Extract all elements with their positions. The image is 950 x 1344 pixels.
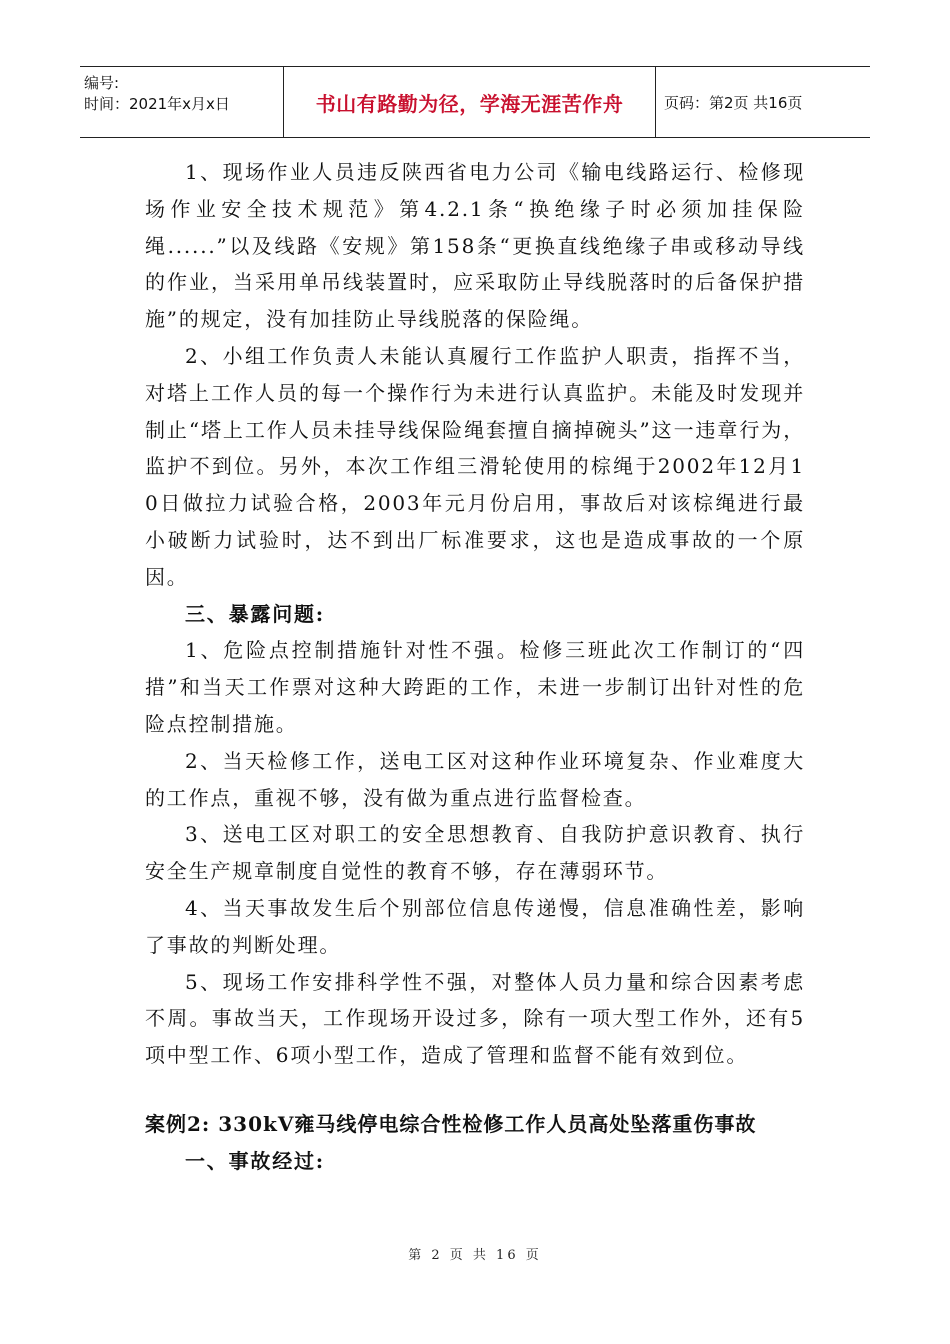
header-meta xyxy=(80,67,284,137)
document-number-label: 编号: xyxy=(84,74,120,92)
paragraph-problem-2: 2、当天检修工作，送电工区对这种作业环境复杂、作业难度大的工作点，重视不够，没有做为重点进行监督检查。 xyxy=(145,748,805,810)
paragraph-cause-1: 1、现场作业人员违反陕西省电力公司《输电线路运行、检修现场作业安全技术规范》第4.2.1条“换绝缘子时必须加挂保险绳......”以及线路《安规》第158条“更换直线绝缘子串或移动导线的作业，当采用单吊线装置时，应采取防止导线脱落时的后备保护措施”的规定，没有加挂防止导线脱落的保险绳。 xyxy=(145,160,805,332)
page-footer: 第 2 页 共 16 页 xyxy=(408,1248,542,1263)
document-time-label: 时间：2021年x月x日 xyxy=(84,95,230,113)
header-page-label: 页码：第2页 共16页 xyxy=(664,93,803,112)
section-heading-accident-process: 一、事故经过: xyxy=(185,1148,325,1173)
paragraph-problem-4: 4、当天事故发生后个别部位信息传递慢，信息准确性差，影响了事故的判断处理。 xyxy=(145,895,805,957)
paragraph-problem-3: 3、送电工区对职工的安全思想教育、自我防护意识教育、执行安全生产规章制度自觉性的教育不够，存在薄弱环节。 xyxy=(145,822,805,884)
document-body xyxy=(145,154,805,1180)
header-motto: 书山有路勤为径，学海无涯苦作舟 xyxy=(284,67,656,137)
paragraph-cause-2: 2、小组工作负责人未能认真履行工作监护人职责，指挥不当，对塔上工作人员的每一个操作行为未进行认真监护。未能及时发现并制止“塔上工作人员未挂导线保险绳套擅自摘掉碗头”这一违章行为，监护不到位。另外，本次工作组三滑轮使用的棕绳于2002年12月10日做拉力试验合格，2003年元月份启用，事故后对该棕绳进行最小破断力试验时，达不到出厂标准要求，这也是造成事故的一个原因。 xyxy=(145,343,805,589)
paragraph-problem-1: 1、危险点控制措施针对性不强。检修三班此次工作制订的“四措”和当天工作票对这种大跨距的工作，未进一步制订出针对性的危险点控制措施。 xyxy=(145,638,805,736)
header-table xyxy=(80,66,870,138)
section-heading-exposed-problems: 三、暴露问题: xyxy=(185,601,325,626)
paragraph-problem-5: 5、现场工作安排科学性不强，对整体人员力量和综合因素考虑不周。事故当天，工作现场开设过多，除有一项大型工作外，还有5项中型工作、6项小型工作，造成了管理和监督不能有效到位。 xyxy=(145,969,805,1068)
case-title: 案例2: 330kV雍马线停电综合性检修工作人员高处坠落重伤事故 xyxy=(145,1111,757,1136)
